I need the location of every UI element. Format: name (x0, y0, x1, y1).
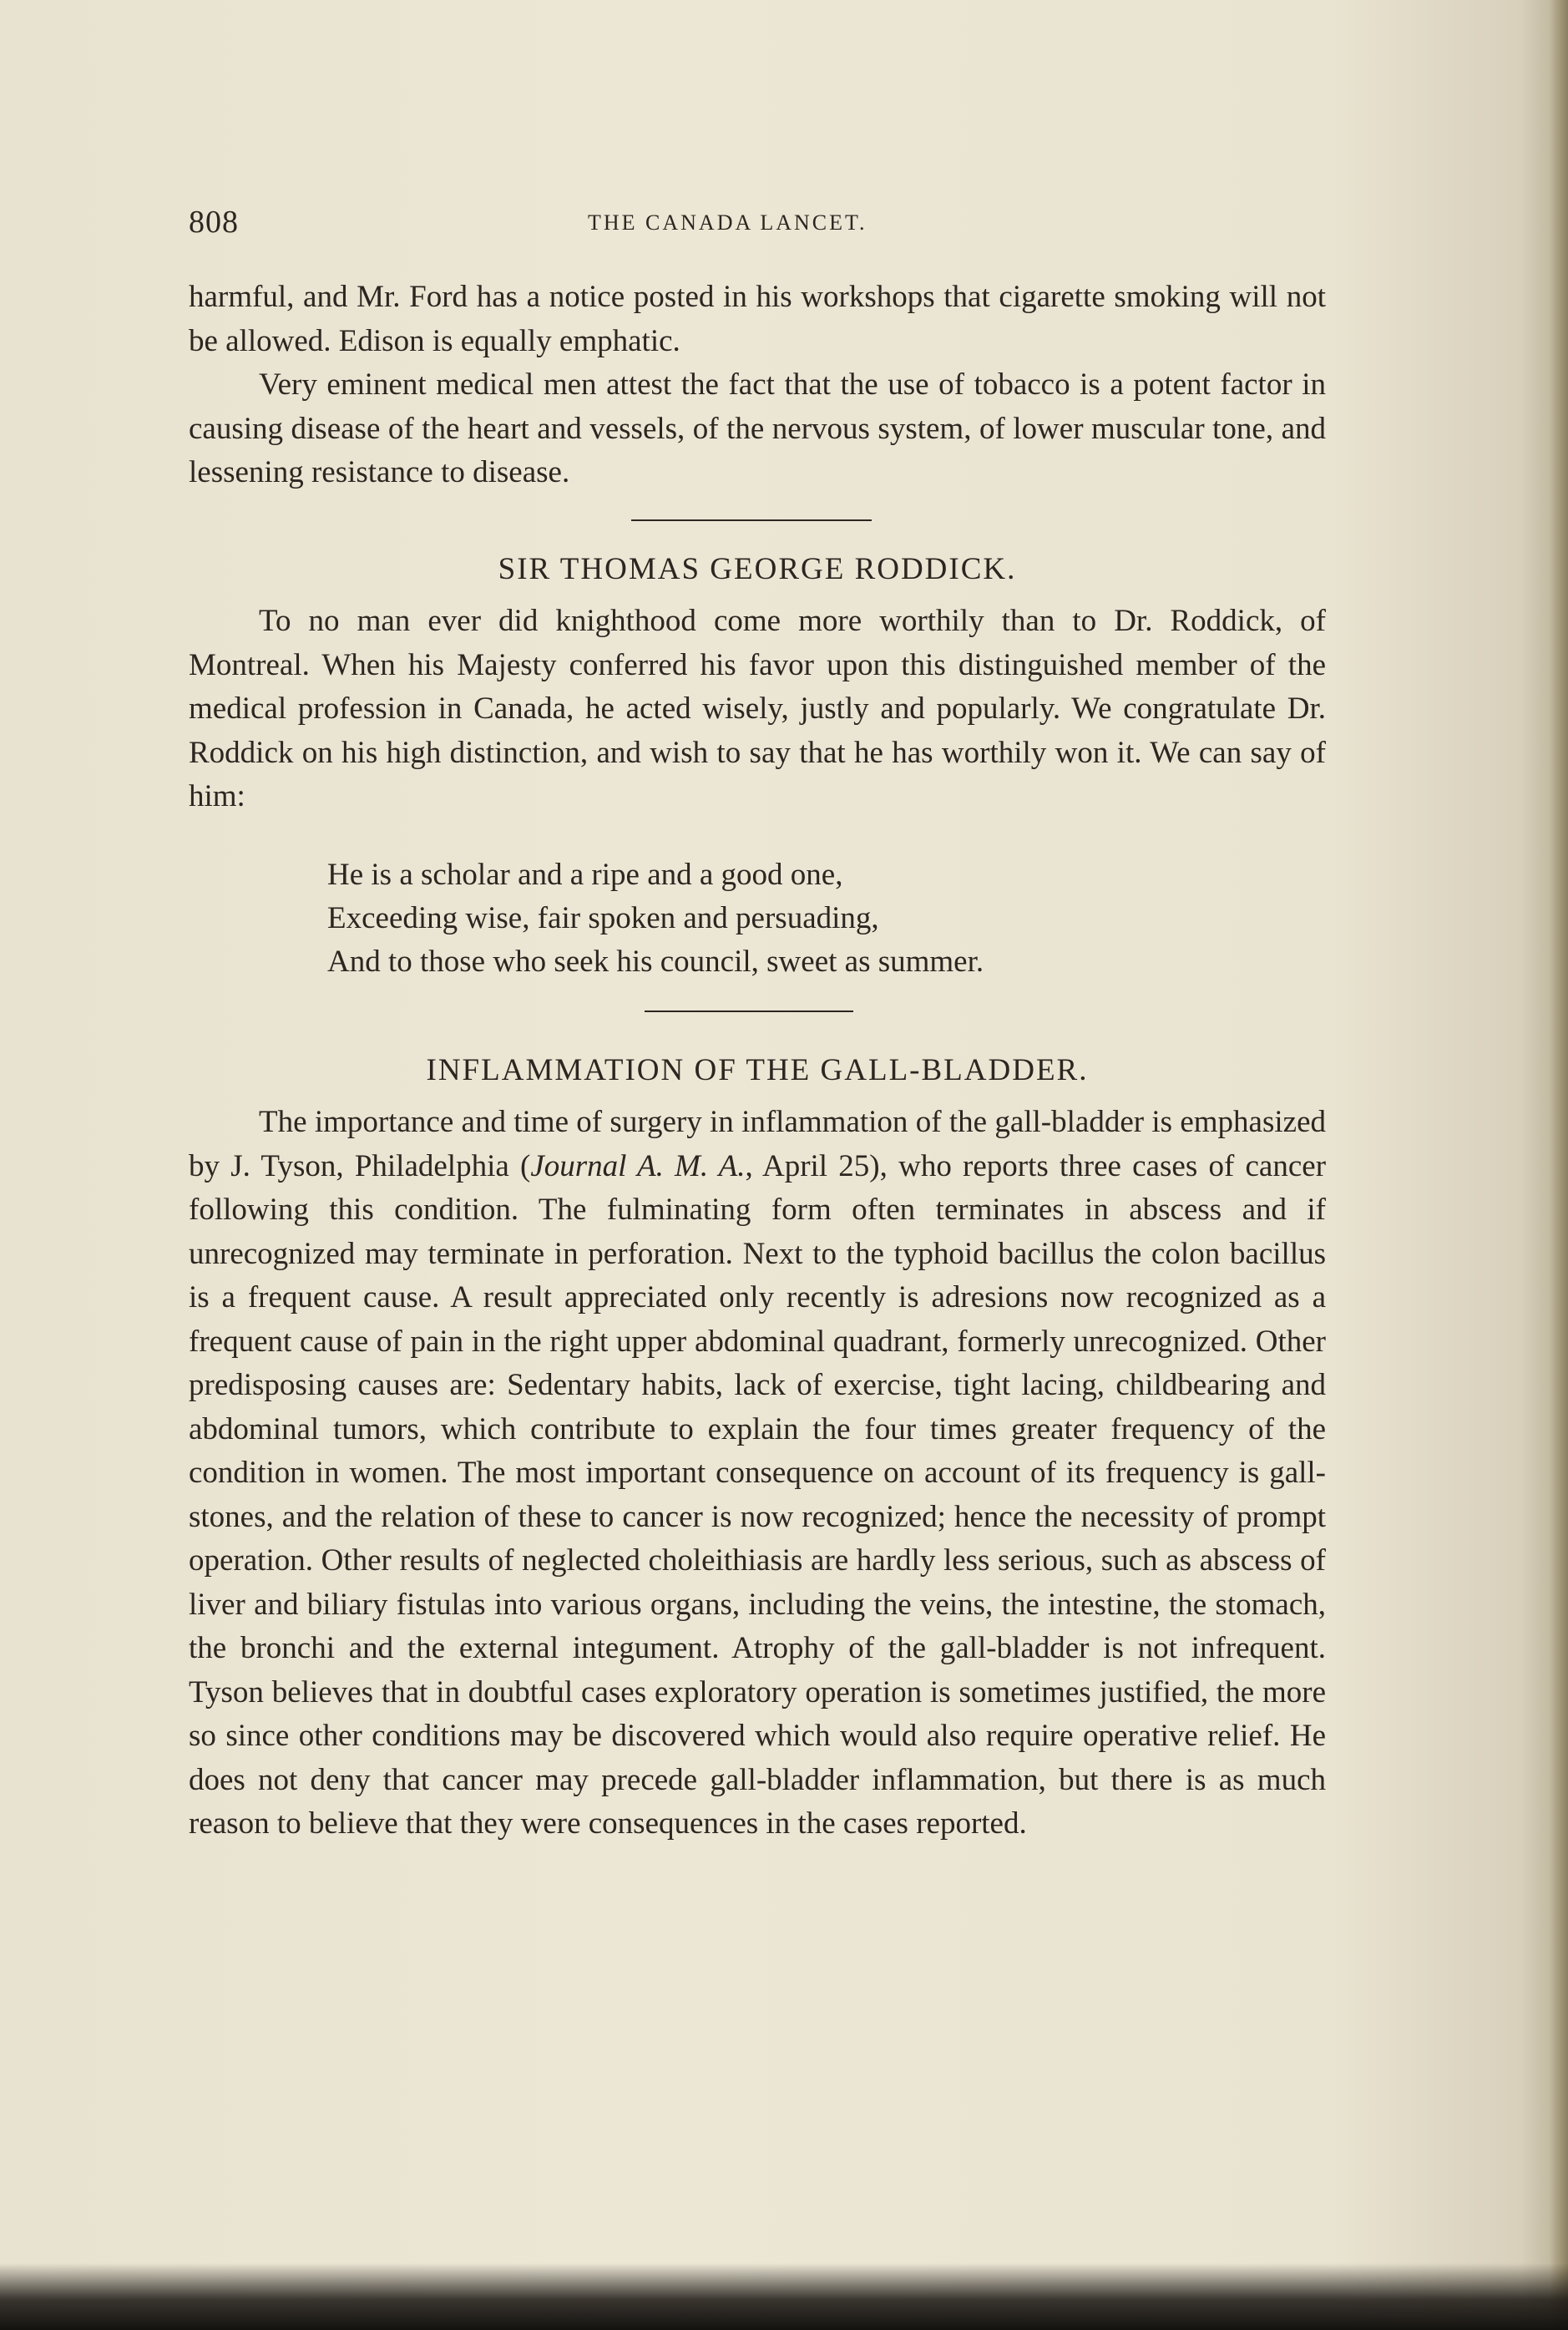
verse-line-3: And to those who seek his council, sweet as summer. (327, 945, 984, 979)
section-title-roddick: SIR THOMAS GEORGE RODDICK. (498, 552, 1017, 586)
gall-bladder-text-rest: , April 25), who reports three cases of cancer following this condition. The fulminating form often terminates in abscess and if unrecognized may terminate in perforation. Next to the typhoid bacillus the colon bacillus is a frequent cause. A result appreciated only recently is adresions now recognized as a frequent cause of pain in the right upper abdominal quadrant, formerly unrecognized. Other predisposing causes are: Sedentary habits, lack of exercise, tight lacing, childbearing and abdominal tumors, which contribute to explain the four times greater frequency of the condition in women. The most important consequence on account of its frequency is gall-stones, and the relation of these to cancer is now recognized; hence the necessity of prompt operation. Other results of neglected choleithiasis are hardly less serious, such as abscess of liver and biliary fistulas into various organs, including the veins, the intestine, the stomach, the bronchi and the external integument. Atrophy of the gall-bladder is not infrequent. Tyson believes that in doubtful cases exploratory operation is sometimes justified, the more so since other conditions may be discovered which would also require operative relief. He does not deny that cancer may precede gall-bladder inflammation, but there is as much reason to believe that they were consequences in the cases reported. (189, 1148, 1327, 1841)
journal-citation: Journal A. M. A. (530, 1148, 746, 1183)
roddick-text (189, 600, 1326, 819)
roddick-paragraph: To no man ever did knighthood come more worthily than to Dr. Roddick, of Montreal. When his Majesty conferred his favor upon this distinguished member of the medical profession in Canada, he acted wisely, justly and popularly. We congratulate Dr. Roddick on his high distinction, and wish to say that he has worthily won it. We can say of him: (189, 604, 1326, 813)
running-head: THE CANADA LANCET. (588, 210, 867, 235)
verse-quote (327, 853, 1246, 984)
verse-line-1: He is a scholar and a ripe and a good one, (327, 858, 843, 892)
intro-text (189, 276, 1326, 495)
section-title-gall-bladder: INFLAMMATION OF THE GALL-BLADDER. (426, 1053, 1089, 1087)
intro-paragraph-1: harmful, and Mr. Ford has a notice posted in his workshops that cigarette smoking will not be allowed. Edison is equally emphatic. (189, 280, 1326, 358)
verse-line-2: Exceeding wise, fair spoken and persuading, (327, 901, 879, 935)
gall-bladder-text-start: The importance and time of surgery in inflammation of the gall-bladder is emphasized by J. Tyson, Philadelphia ( (189, 1105, 1326, 1183)
section-divider-1 (631, 519, 872, 521)
page-header (189, 204, 1316, 246)
page-edge-shadow (1550, 0, 1568, 2330)
intro-paragraph-2: Very eminent medical men attest the fact that the use of tobacco is a potent factor in causing disease of the heart and vessels, of the nervous system, of lower muscular tone, and lessening resistance to disease. (189, 367, 1326, 489)
gall-bladder-paragraph (189, 1101, 1326, 1846)
bottom-edge-shadow (0, 2263, 1568, 2330)
page-number: 808 (189, 205, 239, 240)
section-divider-2 (645, 1011, 853, 1012)
gall-bladder-text (189, 1101, 1326, 1846)
